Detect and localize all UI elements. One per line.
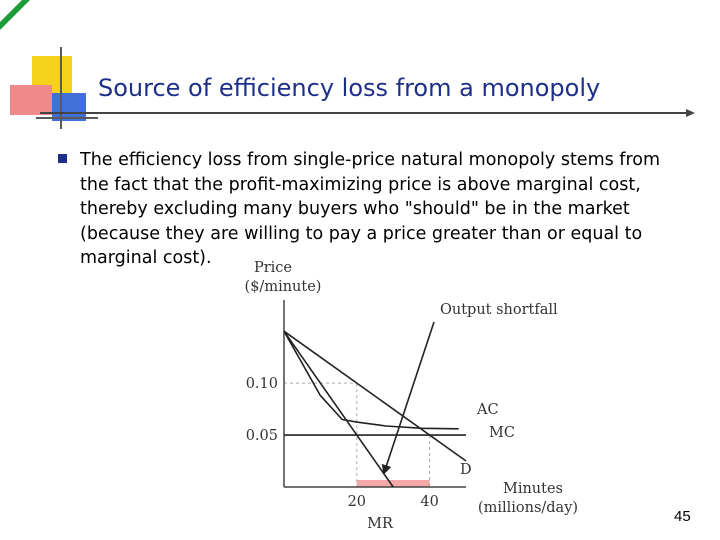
series-label-mc: MC xyxy=(489,425,515,441)
slide-title: Source of efficiency loss from a monopoly xyxy=(98,74,601,102)
x-tick-label: 20 xyxy=(347,494,367,510)
y-axis-label-line1: Price xyxy=(253,260,293,276)
curve-d xyxy=(284,331,466,461)
y-axis-label-line2: ($/minute) xyxy=(244,279,322,295)
chart-labels xyxy=(245,260,579,532)
output-shortfall-arrow xyxy=(384,322,434,473)
curve-ac xyxy=(284,331,459,429)
bullet-text: The efficiency loss from single-price natural monopoly stems from the fact that the profit-maximizing price is above marginal cost, thereby excluding many buyers who "should" be in the market (because they are willing to pay a price greater than or equal to marginal cost). xyxy=(80,150,661,268)
curve-mr xyxy=(284,331,393,487)
y-tick-label: 0.05 xyxy=(245,428,278,445)
x-axis-label-line1: Minutes xyxy=(502,481,564,497)
page-number: 45 xyxy=(674,508,691,525)
annotation-output-shortfall: Output shortfall xyxy=(440,302,558,318)
y-tick-label: 0.10 xyxy=(245,376,278,393)
x-axis-label-line2: (millions/day) xyxy=(477,500,579,516)
series-label-mr: MR xyxy=(367,516,393,532)
x-tick-label: 40 xyxy=(420,494,439,510)
series-label-d: D xyxy=(460,462,472,478)
series-label-ac: AC xyxy=(477,402,499,418)
curves xyxy=(284,331,466,487)
